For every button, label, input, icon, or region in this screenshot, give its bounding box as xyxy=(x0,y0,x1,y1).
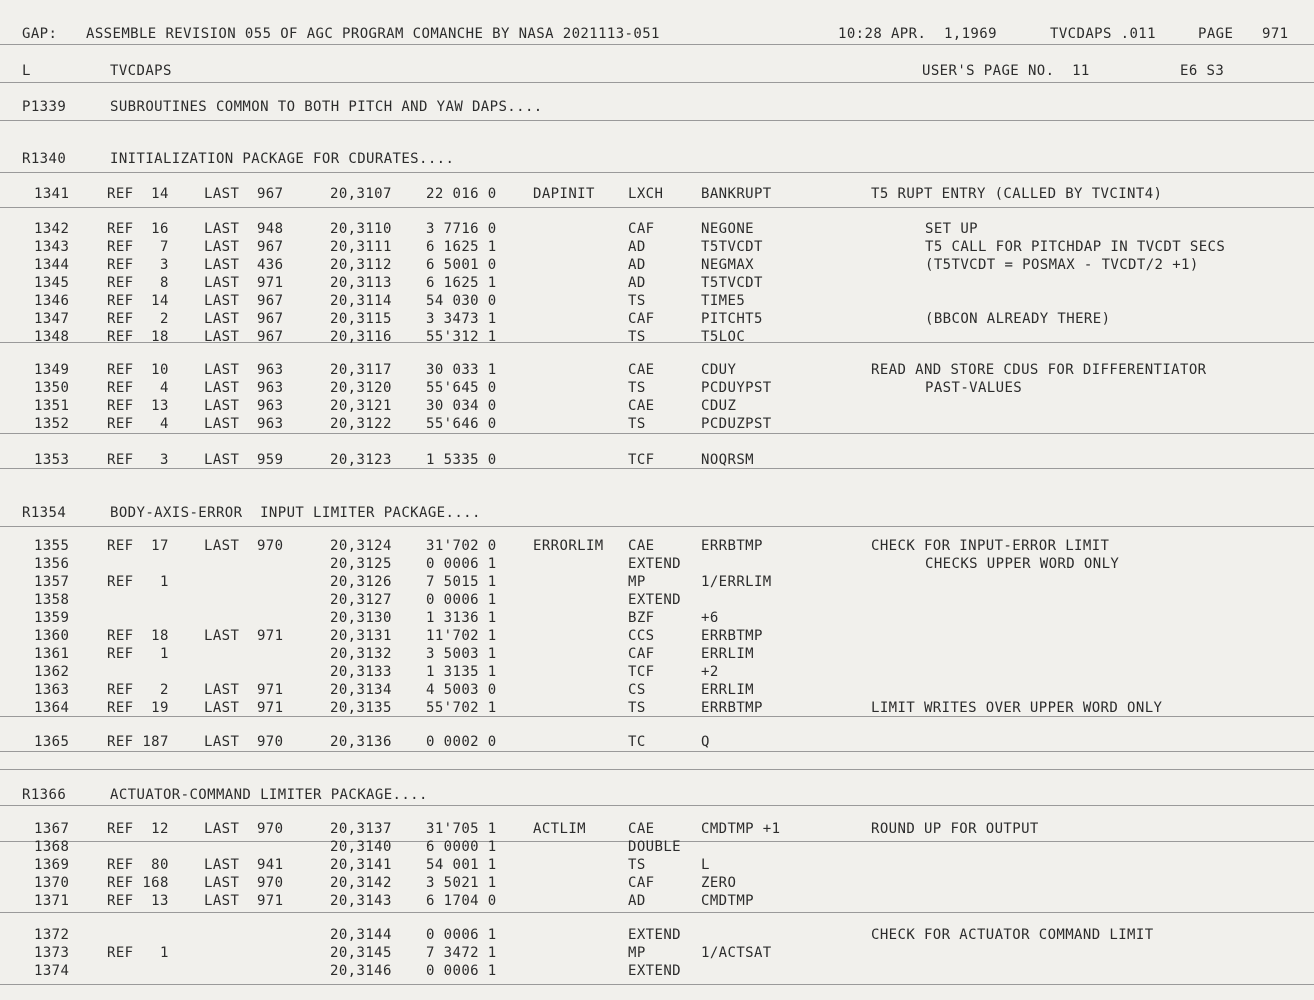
ruled-line xyxy=(0,912,1314,913)
last-ref: LAST 963 xyxy=(204,398,284,414)
ref-count: REF 4 xyxy=(107,416,169,432)
last-ref: LAST 967 xyxy=(204,329,284,345)
line-number: 1348 xyxy=(34,329,70,345)
octal-code: 54 001 1 xyxy=(426,857,497,873)
opcode: MP xyxy=(628,945,646,961)
opcode: LXCH xyxy=(628,186,664,202)
last-ref: LAST 967 xyxy=(204,186,284,202)
listing-row xyxy=(0,733,1314,751)
ref-count: REF 7 xyxy=(107,239,169,255)
operand: CDUY xyxy=(701,362,737,378)
comment: CHECK FOR ACTUATOR COMMAND LIMIT xyxy=(871,927,1154,943)
operand: 1/ERRLIM xyxy=(701,574,772,590)
address: 20,3146 xyxy=(330,963,392,979)
comment: T5 RUPT ENTRY (CALLED BY TVCINT4) xyxy=(871,186,1163,202)
octal-code: 22 016 0 xyxy=(426,186,497,202)
ref-count: REF 13 xyxy=(107,893,169,909)
line-number: 1368 xyxy=(34,839,70,855)
comment: CHECK FOR INPUT-ERROR LIMIT xyxy=(871,538,1110,554)
last-ref: LAST 970 xyxy=(204,875,284,891)
address: 20,3127 xyxy=(330,592,392,608)
address: 20,3131 xyxy=(330,628,392,644)
page-header xyxy=(0,25,1314,43)
listing-row xyxy=(0,379,1314,397)
octal-code: 55'645 0 xyxy=(426,380,497,396)
opcode: EXTEND xyxy=(628,963,681,979)
line-number: 1344 xyxy=(34,257,70,273)
line-number: 1363 xyxy=(34,682,70,698)
ruled-line xyxy=(0,769,1314,770)
line-number: 1373 xyxy=(34,945,70,961)
listing-row xyxy=(0,962,1314,980)
last-ref: LAST 963 xyxy=(204,380,284,396)
operand: TIME5 xyxy=(701,293,746,309)
ruled-line xyxy=(0,172,1314,173)
octal-code: 1 5335 0 xyxy=(426,452,497,468)
opcode: MP xyxy=(628,574,646,590)
line-number: 1365 xyxy=(34,734,70,750)
comment: SET UP xyxy=(925,221,978,237)
opcode: CAE xyxy=(628,398,655,414)
line-number: 1350 xyxy=(34,380,70,396)
listing-row xyxy=(0,820,1314,838)
heading-text: INITIALIZATION PACKAGE FOR CDURATES.... xyxy=(110,151,455,167)
operand: Q xyxy=(701,734,710,750)
address: 20,3113 xyxy=(330,275,392,291)
symbol-label: ACTLIM xyxy=(533,821,586,837)
operand: PCDUZPST xyxy=(701,416,772,432)
listing-row xyxy=(0,874,1314,892)
operand: L xyxy=(701,857,710,873)
line-number: 1352 xyxy=(34,416,70,432)
listing-row xyxy=(0,185,1314,203)
address: 20,3140 xyxy=(330,839,392,855)
opcode: CAE xyxy=(628,821,655,837)
listing-row xyxy=(0,944,1314,962)
line-number: 1342 xyxy=(34,221,70,237)
listing-row xyxy=(0,361,1314,379)
octal-code: 6 0000 1 xyxy=(426,839,497,855)
octal-code: 0 0006 1 xyxy=(426,963,497,979)
octal-code: 6 5001 0 xyxy=(426,257,497,273)
heading-text: ACTUATOR-COMMAND LIMITER PACKAGE.... xyxy=(110,787,428,803)
listing-row xyxy=(0,926,1314,944)
address: 20,3145 xyxy=(330,945,392,961)
address: 20,3111 xyxy=(330,239,392,255)
page-label: PAGE xyxy=(1198,26,1234,42)
ruled-line xyxy=(0,82,1314,83)
listing-row xyxy=(0,537,1314,555)
opcode: EXTEND xyxy=(628,592,681,608)
address: 20,3110 xyxy=(330,221,392,237)
octal-code: 31'702 0 xyxy=(426,538,497,554)
heading-r1340 xyxy=(0,150,1314,168)
address: 20,3144 xyxy=(330,927,392,943)
listing-row xyxy=(0,663,1314,681)
listing-row xyxy=(0,838,1314,856)
line-number: 1359 xyxy=(34,610,70,626)
listing-row xyxy=(0,892,1314,910)
symbol-label: DAPINIT xyxy=(533,186,595,202)
listing-row xyxy=(0,451,1314,469)
listing-row xyxy=(0,627,1314,645)
sub-header xyxy=(0,62,1314,80)
address: 20,3135 xyxy=(330,700,392,716)
opcode: EXTEND xyxy=(628,556,681,572)
gap-label: GAP: xyxy=(22,26,58,42)
listing-row xyxy=(0,397,1314,415)
opcode: TS xyxy=(628,293,646,309)
l-marker: L xyxy=(22,63,31,79)
last-ref: LAST 970 xyxy=(204,538,284,554)
opcode: DOUBLE xyxy=(628,839,681,855)
heading-id: R1340 xyxy=(22,151,67,167)
address: 20,3134 xyxy=(330,682,392,698)
heading-text: BODY-AXIS-ERROR INPUT LIMITER PACKAGE.... xyxy=(110,505,481,521)
operand: ERRBTMP xyxy=(701,628,763,644)
address: 20,3115 xyxy=(330,311,392,327)
ref-count: REF 1 xyxy=(107,646,169,662)
ref-count: REF 18 xyxy=(107,329,169,345)
line-number: 1370 xyxy=(34,875,70,891)
last-ref: LAST 941 xyxy=(204,857,284,873)
opcode: CAF xyxy=(628,875,655,891)
operand: CMDTMP +1 xyxy=(701,821,781,837)
operand: ERRLIM xyxy=(701,682,754,698)
opcode: AD xyxy=(628,239,646,255)
address: 20,3141 xyxy=(330,857,392,873)
opcode: TS xyxy=(628,700,646,716)
last-ref: LAST 967 xyxy=(204,239,284,255)
comment: READ AND STORE CDUS FOR DIFFERENTIATOR xyxy=(871,362,1207,378)
line-number: 1360 xyxy=(34,628,70,644)
line-number: 1367 xyxy=(34,821,70,837)
octal-code: 6 1625 1 xyxy=(426,239,497,255)
address: 20,3136 xyxy=(330,734,392,750)
heading-r1354 xyxy=(0,504,1314,522)
listing-row xyxy=(0,573,1314,591)
line-number: 1372 xyxy=(34,927,70,943)
section-name: TVCDAPS xyxy=(110,63,172,79)
opcode: CAF xyxy=(628,646,655,662)
symbol-label: ERRORLIM xyxy=(533,538,604,554)
octal-code: 3 5021 1 xyxy=(426,875,497,891)
ref-count: REF 2 xyxy=(107,682,169,698)
octal-code: 55'646 0 xyxy=(426,416,497,432)
ref-count: REF 187 xyxy=(107,734,169,750)
octal-code: 6 1704 0 xyxy=(426,893,497,909)
log-section: TVCDAPS .011 xyxy=(1050,26,1156,42)
line-number: 1353 xyxy=(34,452,70,468)
comment: T5 CALL FOR PITCHDAP IN TVCDT SECS xyxy=(925,239,1226,255)
opcode: EXTEND xyxy=(628,927,681,943)
heading-text: SUBROUTINES COMMON TO BOTH PITCH AND YAW DAPS.... xyxy=(110,99,543,115)
last-ref: LAST 967 xyxy=(204,311,284,327)
octal-code: 1 3135 1 xyxy=(426,664,497,680)
last-ref: LAST 970 xyxy=(204,821,284,837)
last-ref: LAST 967 xyxy=(204,293,284,309)
heading-id: P1339 xyxy=(22,99,67,115)
last-ref: LAST 948 xyxy=(204,221,284,237)
heading-p1339 xyxy=(0,98,1314,116)
line-number: 1362 xyxy=(34,664,70,680)
comment: ROUND UP FOR OUTPUT xyxy=(871,821,1039,837)
ruled-line xyxy=(0,44,1314,45)
address: 20,3143 xyxy=(330,893,392,909)
ref-count: REF 2 xyxy=(107,311,169,327)
listing-row xyxy=(0,310,1314,328)
octal-code: 30 034 0 xyxy=(426,398,497,414)
line-number: 1357 xyxy=(34,574,70,590)
octal-code: 3 3473 1 xyxy=(426,311,497,327)
operand: T5TVCDT xyxy=(701,239,763,255)
comment: (BBCON ALREADY THERE) xyxy=(925,311,1111,327)
line-number: 1347 xyxy=(34,311,70,327)
address: 20,3130 xyxy=(330,610,392,626)
last-ref: LAST 971 xyxy=(204,275,284,291)
octal-code: 30 033 1 xyxy=(426,362,497,378)
octal-code: 0 0006 1 xyxy=(426,556,497,572)
ref-count: REF 80 xyxy=(107,857,169,873)
listing-row xyxy=(0,609,1314,627)
ref-count: REF 18 xyxy=(107,628,169,644)
address: 20,3107 xyxy=(330,186,392,202)
listing-row xyxy=(0,681,1314,699)
operand: PITCHT5 xyxy=(701,311,763,327)
opcode: TS xyxy=(628,329,646,345)
operand: T5LOC xyxy=(701,329,746,345)
opcode: AD xyxy=(628,893,646,909)
listing-row xyxy=(0,328,1314,346)
address: 20,3121 xyxy=(330,398,392,414)
listing-row xyxy=(0,292,1314,310)
page-number: 971 xyxy=(1262,26,1289,42)
address: 20,3112 xyxy=(330,257,392,273)
address: 20,3126 xyxy=(330,574,392,590)
opcode: TS xyxy=(628,416,646,432)
listing-row xyxy=(0,256,1314,274)
opcode: TCF xyxy=(628,452,655,468)
last-ref: LAST 963 xyxy=(204,362,284,378)
last-ref: LAST 959 xyxy=(204,452,284,468)
operand: T5TVCDT xyxy=(701,275,763,291)
opcode: CAF xyxy=(628,311,655,327)
operand: BANKRUPT xyxy=(701,186,772,202)
line-number: 1371 xyxy=(34,893,70,909)
ref-count: REF 14 xyxy=(107,186,169,202)
octal-code: 55'312 1 xyxy=(426,329,497,345)
assembly-title: ASSEMBLE REVISION 055 OF AGC PROGRAM COMANCHE BY NASA 2021113-051 xyxy=(86,26,660,42)
comment: CHECKS UPPER WORD ONLY xyxy=(925,556,1120,572)
address: 20,3123 xyxy=(330,452,392,468)
octal-code: 0 0002 0 xyxy=(426,734,497,750)
operand: CDUZ xyxy=(701,398,737,414)
opcode: TS xyxy=(628,380,646,396)
address: 20,3125 xyxy=(330,556,392,572)
comment: LIMIT WRITES OVER UPPER WORD ONLY xyxy=(871,700,1163,716)
octal-code: 3 7716 0 xyxy=(426,221,497,237)
operand: +2 xyxy=(701,664,719,680)
opcode: TS xyxy=(628,857,646,873)
comment: (T5TVCDT = POSMAX - TVCDT/2 +1) xyxy=(925,257,1199,273)
operand: ERRLIM xyxy=(701,646,754,662)
comment: PAST-VALUES xyxy=(925,380,1023,396)
octal-code: 55'702 1 xyxy=(426,700,497,716)
opcode: BZF xyxy=(628,610,655,626)
address: 20,3132 xyxy=(330,646,392,662)
line-number: 1355 xyxy=(34,538,70,554)
listing-row xyxy=(0,591,1314,609)
opcode: CCS xyxy=(628,628,655,644)
operand: PCDUYPST xyxy=(701,380,772,396)
address: 20,3133 xyxy=(330,664,392,680)
last-ref: LAST 971 xyxy=(204,893,284,909)
line-number: 1374 xyxy=(34,963,70,979)
line-number: 1358 xyxy=(34,592,70,608)
opcode: TC xyxy=(628,734,646,750)
listing-row xyxy=(0,555,1314,573)
ref-count: REF 4 xyxy=(107,380,169,396)
ruled-line xyxy=(0,984,1314,985)
ref-count: REF 3 xyxy=(107,257,169,273)
octal-code: 0 0006 1 xyxy=(426,592,497,608)
last-ref: LAST 970 xyxy=(204,734,284,750)
page-code: E6 S3 xyxy=(1180,63,1225,79)
address: 20,3120 xyxy=(330,380,392,396)
line-number: 1349 xyxy=(34,362,70,378)
octal-code: 0 0006 1 xyxy=(426,927,497,943)
operand: ERRBTMP xyxy=(701,538,763,554)
ruled-line xyxy=(0,805,1314,806)
line-number: 1361 xyxy=(34,646,70,662)
heading-id: R1354 xyxy=(22,505,67,521)
line-number: 1351 xyxy=(34,398,70,414)
ruled-line xyxy=(0,751,1314,752)
operand: NOQRSM xyxy=(701,452,754,468)
listing-row xyxy=(0,856,1314,874)
operand: 1/ACTSAT xyxy=(701,945,772,961)
operand: ZERO xyxy=(701,875,737,891)
ref-count: REF 10 xyxy=(107,362,169,378)
line-number: 1369 xyxy=(34,857,70,873)
octal-code: 4 5003 0 xyxy=(426,682,497,698)
ref-count: REF 19 xyxy=(107,700,169,716)
ref-count: REF 1 xyxy=(107,574,169,590)
opcode: CAF xyxy=(628,221,655,237)
ref-count: REF 14 xyxy=(107,293,169,309)
octal-code: 54 030 0 xyxy=(426,293,497,309)
opcode: CAE xyxy=(628,538,655,554)
ref-count: REF 12 xyxy=(107,821,169,837)
last-ref: LAST 971 xyxy=(204,700,284,716)
opcode: TCF xyxy=(628,664,655,680)
ref-count: REF 16 xyxy=(107,221,169,237)
address: 20,3122 xyxy=(330,416,392,432)
ref-count: REF 13 xyxy=(107,398,169,414)
line-number: 1345 xyxy=(34,275,70,291)
opcode: CS xyxy=(628,682,646,698)
address: 20,3142 xyxy=(330,875,392,891)
operand: NEGMAX xyxy=(701,257,754,273)
opcode: AD xyxy=(628,257,646,273)
operand: NEGONE xyxy=(701,221,754,237)
timestamp: 10:28 APR. 1,1969 xyxy=(838,26,997,42)
address: 20,3137 xyxy=(330,821,392,837)
last-ref: LAST 971 xyxy=(204,682,284,698)
heading-r1366 xyxy=(0,786,1314,804)
ruled-line xyxy=(0,120,1314,121)
operand: +6 xyxy=(701,610,719,626)
last-ref: LAST 971 xyxy=(204,628,284,644)
octal-code: 3 5003 1 xyxy=(426,646,497,662)
octal-code: 7 3472 1 xyxy=(426,945,497,961)
octal-code: 7 5015 1 xyxy=(426,574,497,590)
listing-row xyxy=(0,238,1314,256)
ruled-line xyxy=(0,526,1314,527)
opcode: CAE xyxy=(628,362,655,378)
octal-code: 11'702 1 xyxy=(426,628,497,644)
ref-count: REF 168 xyxy=(107,875,169,891)
line-number: 1364 xyxy=(34,700,70,716)
ref-count: REF 1 xyxy=(107,945,169,961)
opcode: AD xyxy=(628,275,646,291)
listing-row xyxy=(0,415,1314,433)
users-page: USER'S PAGE NO. 11 xyxy=(922,63,1090,79)
octal-code: 6 1625 1 xyxy=(426,275,497,291)
line-number: 1343 xyxy=(34,239,70,255)
listing-row xyxy=(0,699,1314,717)
line-number: 1341 xyxy=(34,186,70,202)
operand: ERRBTMP xyxy=(701,700,763,716)
listing-row xyxy=(0,645,1314,663)
listing-row xyxy=(0,274,1314,292)
operand: CMDTMP xyxy=(701,893,754,909)
octal-code: 1 3136 1 xyxy=(426,610,497,626)
address: 20,3114 xyxy=(330,293,392,309)
last-ref: LAST 436 xyxy=(204,257,284,273)
heading-id: R1366 xyxy=(22,787,67,803)
line-number: 1346 xyxy=(34,293,70,309)
address: 20,3116 xyxy=(330,329,392,345)
ref-count: REF 8 xyxy=(107,275,169,291)
last-ref: LAST 963 xyxy=(204,416,284,432)
address: 20,3124 xyxy=(330,538,392,554)
ref-count: REF 3 xyxy=(107,452,169,468)
listing-row xyxy=(0,220,1314,238)
octal-code: 31'705 1 xyxy=(426,821,497,837)
ruled-line xyxy=(0,433,1314,434)
ruled-line xyxy=(0,207,1314,208)
line-number: 1356 xyxy=(34,556,70,572)
address: 20,3117 xyxy=(330,362,392,378)
ref-count: REF 17 xyxy=(107,538,169,554)
